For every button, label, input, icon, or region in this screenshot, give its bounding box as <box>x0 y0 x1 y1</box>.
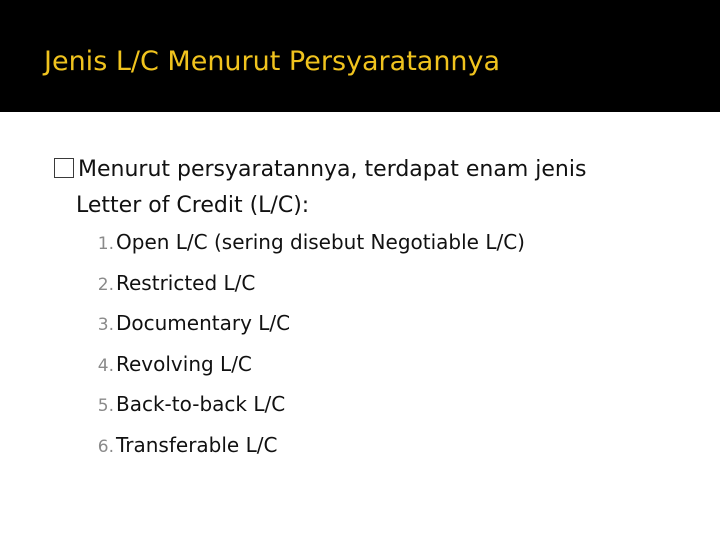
list-item-text: Transferable L/C <box>116 432 278 457</box>
intro-line-1: Menurut persyaratannya, terdapat enam jenis <box>78 157 587 182</box>
list-item <box>64 392 525 433</box>
list-item <box>64 311 525 352</box>
list-item-text: Open L/C (sering disebut Negotiable L/C) <box>116 230 525 254</box>
square-bullet-icon <box>54 158 74 178</box>
list-item-text: Restricted L/C <box>116 270 256 295</box>
list-item-text: Back-to-back L/C <box>116 392 286 416</box>
intro-line-2: Letter of Credit (L/C): <box>76 193 310 218</box>
list-item-text: Documentary L/C <box>116 311 291 335</box>
list-item-number: 4. <box>97 355 114 376</box>
list-item <box>64 230 525 271</box>
list-item <box>64 433 525 474</box>
list-item-number: 6. <box>97 436 114 457</box>
list-item <box>64 352 525 393</box>
lc-types-list <box>64 230 525 473</box>
title-bar <box>0 0 720 112</box>
list-item-text: Revolving L/C <box>116 351 252 376</box>
list-item-number: 2. <box>97 274 114 295</box>
slide-title: Jenis L/C Menurut Persyaratannya <box>44 46 501 77</box>
list-item-number: 5. <box>97 396 114 416</box>
list-item-number: 1. <box>97 234 114 254</box>
list-item <box>64 271 525 312</box>
list-item-number: 3. <box>97 315 114 335</box>
intro-paragraph <box>54 152 704 224</box>
